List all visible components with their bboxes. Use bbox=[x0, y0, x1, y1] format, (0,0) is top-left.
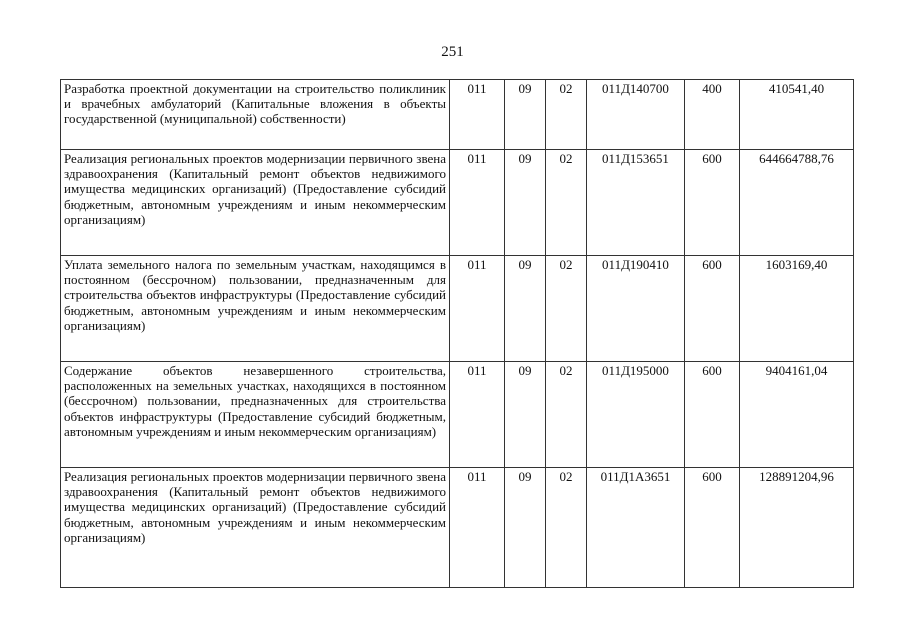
row-description: Уплата земельного налога по земельным участкам, находящимся в постоянном (бессрочном) пользовании, предназначенным для строительства объектов инфраструктуры (Предоставление субсидий бюджетным, автономным учреждениям и иным некоммерческим организациям) bbox=[61, 256, 450, 362]
amount: 128891204,96 bbox=[740, 468, 854, 588]
section-code: 09 bbox=[505, 468, 546, 588]
amount: 410541,40 bbox=[740, 80, 854, 150]
expense-type-code: 400 bbox=[685, 80, 740, 150]
subsection-code: 02 bbox=[546, 150, 587, 256]
table-row bbox=[61, 468, 854, 588]
table-row bbox=[61, 150, 854, 256]
expense-type-code: 600 bbox=[685, 362, 740, 468]
amount: 644664788,76 bbox=[740, 150, 854, 256]
subsection-code: 02 bbox=[546, 468, 587, 588]
section-code: 09 bbox=[505, 150, 546, 256]
table-row bbox=[61, 256, 854, 362]
subsection-code: 02 bbox=[546, 80, 587, 150]
section-code: 09 bbox=[505, 80, 546, 150]
ministry-code: 011 bbox=[450, 256, 505, 362]
target-article-code: 011Д140700 bbox=[587, 80, 685, 150]
row-description: Реализация региональных проектов модернизации первичного звена здравоохранения (Капитальный ремонт объектов недвижимого имущества медицинских организаций) (Предоставление субсидий бюджетным, автономным учреждениям и иным некоммерческим организациям) bbox=[61, 150, 450, 256]
expense-type-code: 600 bbox=[685, 150, 740, 256]
target-article-code: 011Д190410 bbox=[587, 256, 685, 362]
target-article-code: 011Д1А3651 bbox=[587, 468, 685, 588]
target-article-code: 011Д153651 bbox=[587, 150, 685, 256]
expense-type-code: 600 bbox=[685, 256, 740, 362]
table-row bbox=[61, 80, 854, 150]
subsection-code: 02 bbox=[546, 256, 587, 362]
row-description: Разработка проектной документации на строительство поликлиник и врачебных амбулаторий (Капитальные вложения в объекты государственной (муниципальной) собственности) bbox=[61, 80, 450, 150]
row-description: Реализация региональных проектов модернизации первичного звена здравоохранения (Капитальный ремонт объектов недвижимого имущества медицинских организаций) (Предоставление субсидий бюджетным, автономным учреждениям и иным некоммерческим организациям) bbox=[61, 468, 450, 588]
ministry-code: 011 bbox=[450, 80, 505, 150]
section-code: 09 bbox=[505, 362, 546, 468]
ministry-code: 011 bbox=[450, 362, 505, 468]
ministry-code: 011 bbox=[450, 468, 505, 588]
expense-type-code: 600 bbox=[685, 468, 740, 588]
budget-table bbox=[60, 79, 854, 588]
amount: 9404161,04 bbox=[740, 362, 854, 468]
amount: 1603169,40 bbox=[740, 256, 854, 362]
ministry-code: 011 bbox=[450, 150, 505, 256]
row-description: Содержание объектов незавершенного строительства, расположенных на земельных участках, находящихся в постоянном (бессрочном) пользовании, предназначенных для строительства объектов инфраструктуры (Предоставление субсидий бюджетным, автономным учреждениям и иным некоммерческим организациям) bbox=[61, 362, 450, 468]
page-number: 251 bbox=[441, 44, 464, 60]
section-code: 09 bbox=[505, 256, 546, 362]
target-article-code: 011Д195000 bbox=[587, 362, 685, 468]
table-row bbox=[61, 362, 854, 468]
subsection-code: 02 bbox=[546, 362, 587, 468]
